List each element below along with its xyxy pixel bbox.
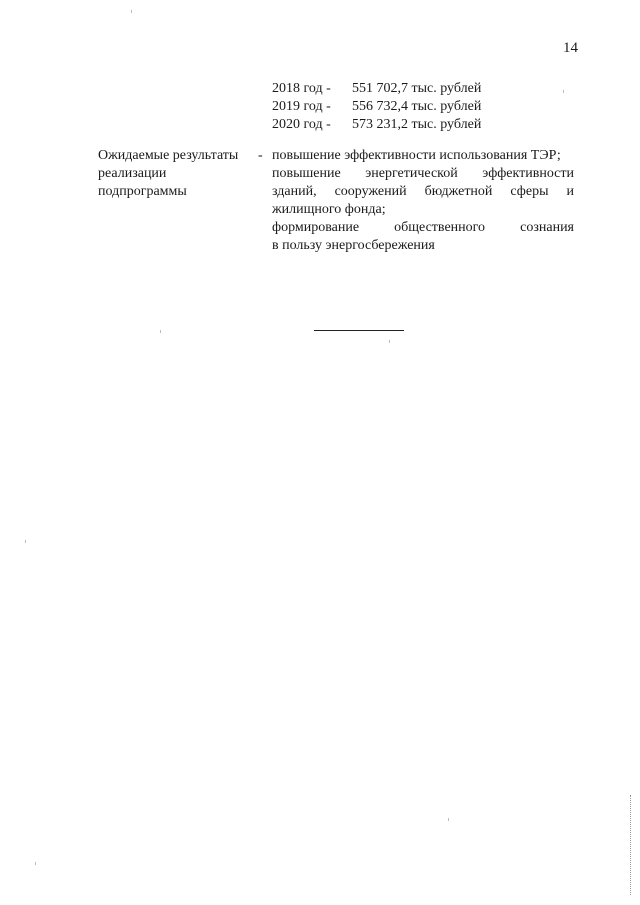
funding-year: 2019 год - [272,99,331,114]
expected-results-label: Ожидаемые результаты реализации подпрограммы [98,148,239,199]
scan-edge-dots [630,795,631,895]
funding-amount: 551 702,7 тыс. рублей [352,81,482,96]
scan-speck [131,10,132,13]
result-item: в пользу энергосбережения [272,238,435,253]
scan-speck [448,818,449,821]
scan-speck [389,340,390,343]
scan-speck [35,862,36,865]
funding-row [272,80,481,98]
scan-speck [25,540,26,543]
funding-schedule [272,80,481,134]
page-number: 14 [563,40,578,56]
funding-year: 2020 год - [272,117,331,132]
result-item: формирование общественного сознания [272,220,574,235]
funding-year: 2018 год - [272,81,331,96]
results-dash: - [258,148,263,163]
section-separator-line [314,330,404,331]
funding-amount: 556 732,4 тыс. рублей [352,99,482,114]
funding-row [272,116,481,134]
scan-speck [563,90,564,93]
scan-speck [160,330,161,333]
funding-amount: 573 231,2 тыс. рублей [352,117,482,132]
funding-row [272,98,481,116]
result-item: повышение энергетической эффективности зданий, сооружений бюджетной сферы и жилищного фонда; [272,166,574,217]
result-item: повышение эффективности использования ТЭР; [272,148,561,163]
expected-results-list [272,147,574,255]
